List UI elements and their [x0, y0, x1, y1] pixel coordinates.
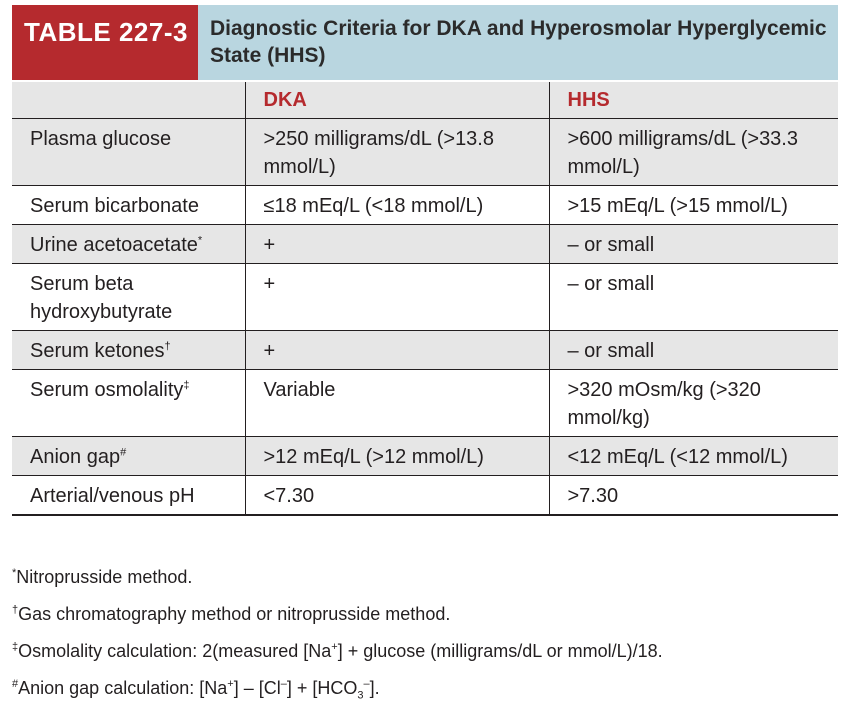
footnote: *Nitroprusside method. [12, 567, 193, 587]
table-header [12, 5, 838, 80]
table-row [12, 437, 838, 476]
hhs-cell: <12 mEq/L (<12 mmol/L) [549, 437, 838, 476]
table-title: Diagnostic Criteria for DKA and Hyperosmolar Hyperglycemic State (HHS) [210, 17, 827, 67]
criteria-table [12, 82, 838, 516]
table-number-tag [12, 5, 198, 80]
table-number: TABLE 227-3 [24, 17, 188, 47]
hhs-cell: >7.30 [549, 476, 838, 516]
dka-cell: ≤18 mEq/L (<18 mmol/L) [245, 186, 549, 225]
column-header-hhs: HHS [549, 82, 838, 119]
dka-cell: >250 milligrams/dL (>13.8 mmol/L) [245, 119, 549, 186]
row-label: Arterial/venous pH [12, 476, 245, 516]
table-title-box [198, 5, 838, 80]
hhs-cell: >600 milligrams/dL (>33.3 mmol/L) [549, 119, 838, 186]
dka-cell: + [245, 331, 549, 370]
hhs-cell: >320 mOsm/kg (>320 mmol/kg) [549, 370, 838, 437]
table-row [12, 119, 838, 186]
row-label: Serum bicarbonate [12, 186, 245, 225]
hhs-cell: – or small [549, 264, 838, 331]
row-label: Anion gap# [12, 437, 245, 476]
table-row [12, 476, 838, 516]
hhs-cell: – or small [549, 225, 838, 264]
dka-cell: + [245, 225, 549, 264]
column-header-blank [12, 82, 245, 119]
column-header-dka: DKA [245, 82, 549, 119]
table-row [12, 186, 838, 225]
table-row [12, 331, 838, 370]
row-label: Plasma glucose [12, 119, 245, 186]
row-label: Serum beta hydroxybutyrate [12, 264, 245, 331]
row-label: Serum osmolality‡ [12, 370, 245, 437]
hhs-cell: – or small [549, 331, 838, 370]
dka-cell: <7.30 [245, 476, 549, 516]
column-header-row [12, 82, 838, 119]
hhs-cell: >15 mEq/L (>15 mmol/L) [549, 186, 838, 225]
footnotes [12, 565, 838, 713]
table-row [12, 264, 838, 331]
row-label: Serum ketones† [12, 331, 245, 370]
table-row [12, 225, 838, 264]
dka-cell: + [245, 264, 549, 331]
footnote: †Gas chromatography method or nitroprusside method. [12, 604, 451, 624]
footnote: #Anion gap calculation: $[Na^+] - [Cl^-] + [HCO_3^-]$. [12, 678, 380, 702]
row-label: Urine acetoacetate* [12, 225, 245, 264]
dka-cell: Variable [245, 370, 549, 437]
table-row [12, 370, 838, 437]
footnote: ‡Osmolality calculation: 2(measured [Na+] + glucose (milligrams/dL or mmol/L)/18. [12, 641, 663, 661]
dka-cell: >12 mEq/L (>12 mmol/L) [245, 437, 549, 476]
